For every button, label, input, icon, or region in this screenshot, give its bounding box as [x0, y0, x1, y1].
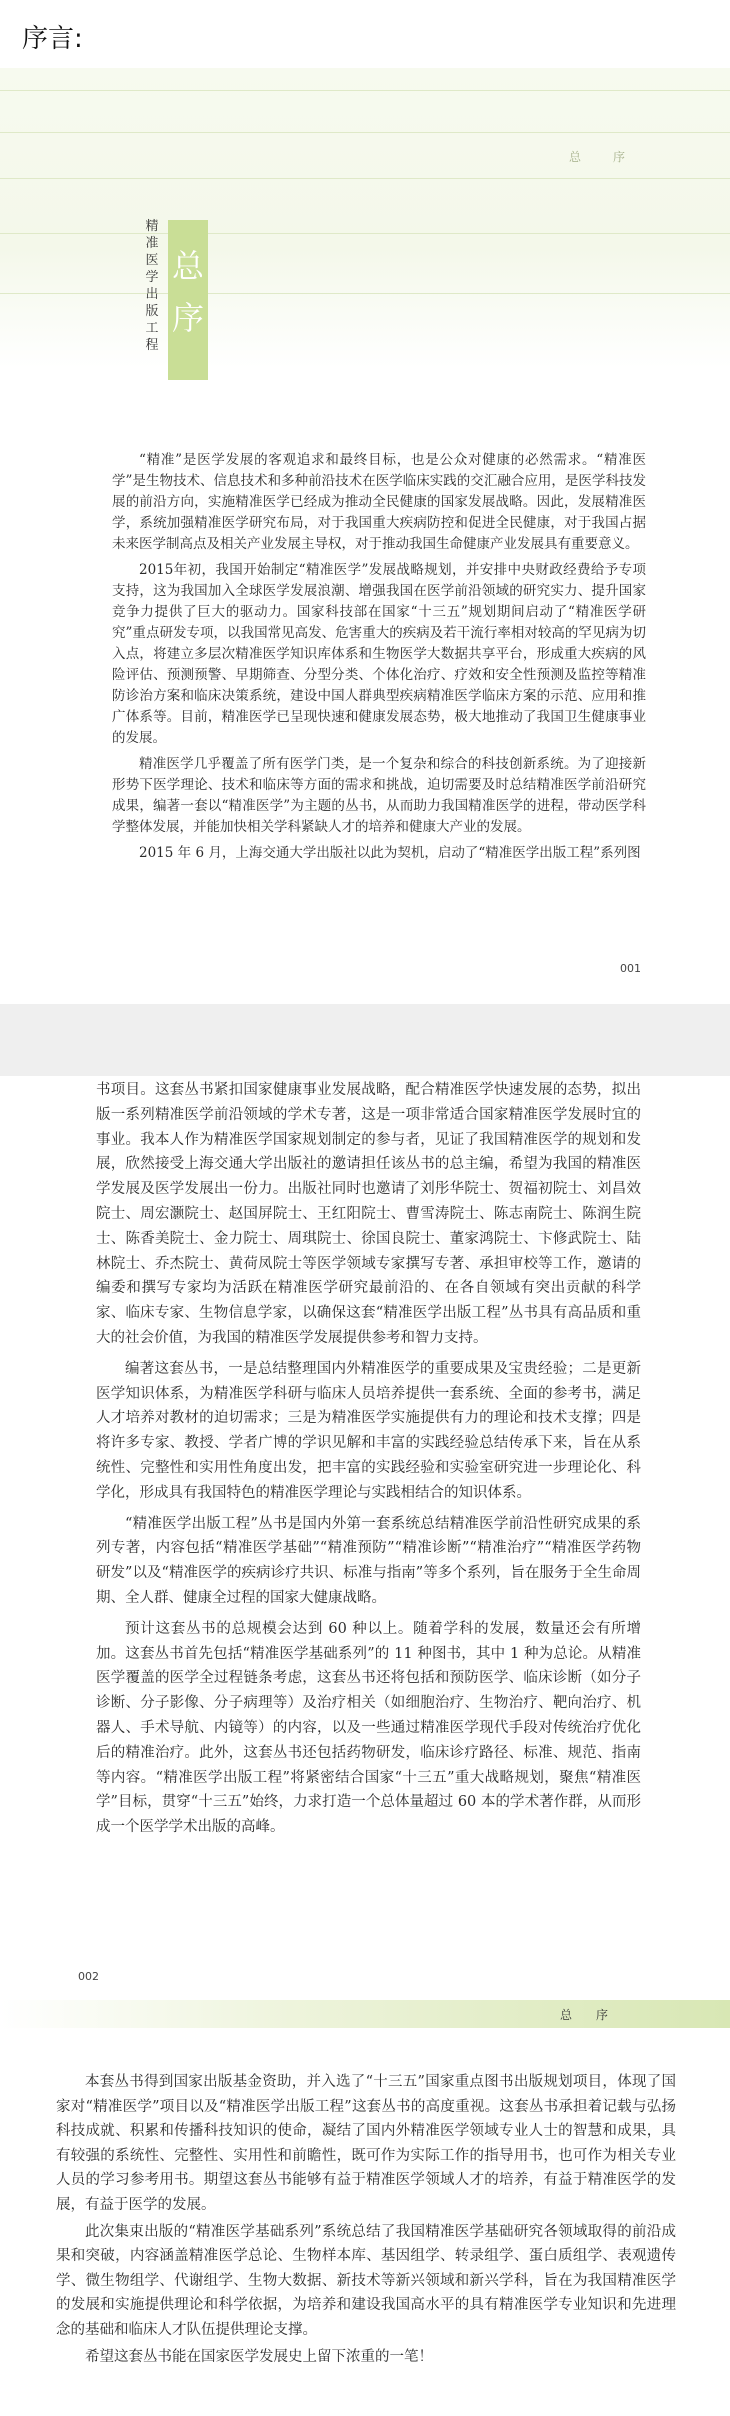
divider — [0, 178, 730, 179]
header-band — [0, 68, 730, 368]
section-title: 总序 — [171, 247, 204, 337]
paragraph: 本套丛书得到国家出版基金资助，并入选了“十三五”国家重点图书出版规划项目，体现了国家对“精准医学”项目以及“精准医学出版工程”这套丛书的高度重视。这套丛书承担着记载与弘扬科技成就、积累和传播科技知识的使命，凝结了国内外精准医学领域专业人士的智慧和成果，具有较强的系统性、完整性、实用性和前瞻性，既可作为实际工作的指导用书，也可作为相关专业人员的学习参考用书。期望这套丛书能够有益于精准医学领域人才的培养，有益于精准医学的发展，有益于医学的发展。 — [56, 2074, 676, 2213]
header-band — [0, 2000, 730, 2028]
paragraph: 预计这套丛书的总规模会达到 60 种以上。随着学科的发展，数量还会有所增加。这套丛书首先包括“精准医学基础系列”的 11 种图书，其中 1 种为总论。从精准医学覆盖的医学全过程链条考虑，这套丛书还将包括和预防医学、临床诊断（如分子诊断、分子影像、分子病理等）及治疗相关（如细胞治疗、生物治疗、靶向治疗、机器人、手术导航、内镜等）的内容，以及一些通过精准医学现代手段对传统治疗优化后的精准治疗。此外，这套丛书还包括药物研发，临床诊疗路径、标准、规范、指南等内容。“精准医学出版工程”将紧密结合国家“十三五”重大战略规划，聚焦“精准医学”目标，贯穿“十三五”始终，力求打造一个总体量超过 60 本的学术著作群，从而形成一个医学学术出版的高峰。 — [96, 1620, 641, 1836]
paragraph: 编著这套丛书，一是总结整理国内外精准医学的重要成果及宝贵经验；二是更新医学知识体系，为精准医学科研与临床人员培养提供一套系统、全面的参考书，满足人才培养对教材的迫切需求；三是为精准医学实施提供有力的理论和技术支撑；四是将许多专家、教授、学者广博的学识见解和丰富的实践经验总结传承下来，旨在从系统性、完整性和实用性角度出发，把丰富的实践经验和实验室研究进一步理论化、科学化，形成具有我国特色的精准医学理论与实践相结合的知识体系。 — [96, 1360, 641, 1501]
paragraph: 希望这套丛书能在国家医学发展史上留下浓重的一笔！ — [85, 2348, 433, 2365]
paragraph: 2015年初，我国开始制定“精准医学”发展战略规划，并安排中央财政经费给予专项支持，这为我国加入全球医学发展浪潮、增强我国在医学前沿领域的研究实力、提升国家竞争力提供了巨大的驱动力。国家科技部在国家“十三五”规划期间启动了“精准医学研究”重点研发专项，以我国常见高发、危害重大的疾病及若干流行率相对较高的罕见病为切入点，将建立多层次精准医学知识库体系和生物医学大数据共享平台，形成重大疾病的风险评估、预测预警、早期筛查、分型分类、个体化治疗、疗效和安全性预测及监控等精准防诊治方案和临床决策系统，建设中国人群典型疾病精准医学临床方案的示范、应用和推广体系等。目前，精准医学已呈现快速和健康发展态势，极大地推动了我国卫生健康事业的发展。 — [112, 562, 646, 746]
page-gap — [0, 1004, 730, 1076]
paragraph: “精准医学出版工程”丛书是国内外第一套系统总结精准医学前沿性研究成果的系列专著，内容包括“精准医学基础”“精准预防”“精准诊断”“精准治疗”“精准医学药物研发”以及“精准医学的疾病诊疗共识、标准与指南”等多个系列，旨在服务于全生命周期、全人群、健康全过程的国家大健康战略。 — [96, 1515, 641, 1606]
paragraph: “精准”是医学发展的客观追求和最终目标，也是公众对健康的必然需求。“精准医学”是生物技术、信息技术和多种前沿技术在医学临床实践的交汇融合应用，是医学科技发展的前沿方向，实施精准医学已经成为推动全民健康的国家发展战略。因此，发展精准医学，系统加强精准医学研究布局，对于我国重大疾病防控和促进全民健康，对于我国占据未来医学制高点及相关产业发展主导权，对于推动我国生命健康产业发展具有重要意义。 — [112, 452, 646, 552]
page-three-body — [56, 2070, 676, 2371]
page-number: 002 — [78, 1970, 99, 1983]
running-header: 总 序 — [560, 2008, 615, 2022]
divider — [0, 233, 730, 234]
paragraph: 2015 年 6 月，上海交通大学出版社以此为契机，启动了“精准医学出版工程”系列图 — [139, 845, 641, 861]
page-three — [0, 1992, 730, 2416]
paragraph: 精准医学几乎覆盖了所有医学门类，是一个复杂和综合的科技创新系统。为了迎接新形势下医学理论、技术和临床等方面的需求和挑战，迫切需要及时总结精准医学前沿研究成果，编著一套以“精准医学”为主题的丛书，从而助力我国精准医学的进程，带动医学科学整体发展，并能加快相关学科紧缺人才的培养和健康大产业的发展。 — [112, 756, 646, 835]
page-two-body — [96, 1078, 641, 1846]
divider — [0, 90, 730, 91]
page-two — [0, 1078, 730, 1990]
page-one-body — [112, 450, 646, 869]
page-number: 001 — [620, 962, 641, 975]
divider — [0, 293, 730, 294]
running-header: 总 序 — [568, 150, 635, 164]
divider — [0, 132, 730, 133]
page-one — [0, 68, 730, 1004]
paragraph: 书项目。这套丛书紧扣国家健康事业发展战略，配合精准医学快速发展的态势，拟出版一系列精准医学前沿领域的学术专著，这是一项非常适合国家精准医学发展时宜的事业。我本人作为精准医学国家规划制定的参与者，见证了我国精准医学的规划和发展，欣然接受上海交通大学出版社的邀请担任该丛书的总主编，希望为我国的精准医学发展及医学发展出一份力。出版社同时也邀请了刘彤华院士、贺福初院士、刘昌效院士、周宏灏院士、赵国屏院士、王红阳院士、曹雪涛院士、陈志南院士、陈润生院士、陈香美院士、金力院士、周琪院士、徐国良院士、董家鸿院士、卞修武院士、陆林院士、乔杰院士、黄荷凤院士等医学领域专家撰写专著、承担审校等工作，邀请的编委和撰写专家均为活跃在精准医学研究最前沿的、在各自领域有突出贡献的科学家、临床专家、生物信息学家，以确保这套“精准医学出版工程”丛书具有高品质和重大的社会价值，为我国的精准医学发展提供参考和智力支持。 — [96, 1082, 641, 1346]
paragraph: 此次集束出版的“精准医学基础系列”系统总结了我国精准医学基础研究各领域取得的前沿成果和突破，内容涵盖精准医学总论、生物样本库、基因组学、转录组学、蛋白质组学、表观遗传学、微生物组学、代谢组学、生物大数据、新技术等新兴领域和新兴学科，旨在为我国精准医学的发展和实施提供理论和科学依据，为培养和建设我国高水平的具有精准医学专业知识和先进理念的基础和临床人才队伍提供理论支撑。 — [56, 2223, 676, 2338]
series-title: 精准医学出版工程 — [145, 219, 159, 353]
preface-caption: 序言: — [22, 24, 83, 54]
